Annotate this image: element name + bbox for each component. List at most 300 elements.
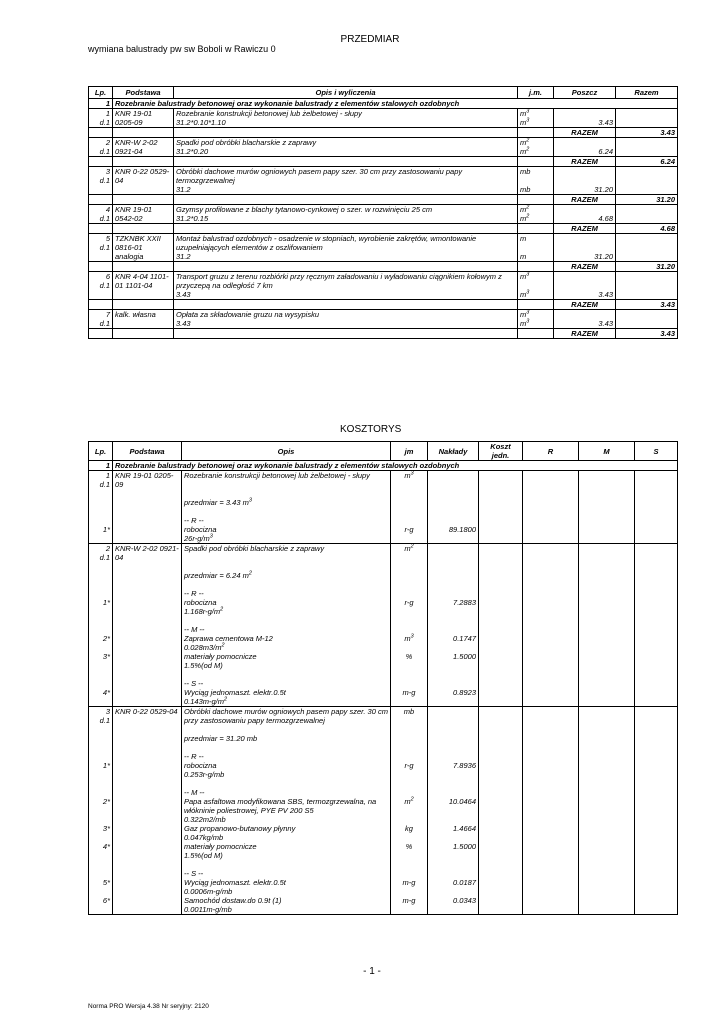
item-dept: d.1 xyxy=(99,480,110,489)
item-number: 1 xyxy=(105,109,110,118)
cell-empty xyxy=(391,725,428,743)
cell-empty xyxy=(479,544,523,563)
cell-empty xyxy=(479,471,523,490)
cell-empty xyxy=(635,616,678,634)
item-quantity xyxy=(182,725,391,743)
resource-lp: 1* xyxy=(89,525,113,543)
cell-empty xyxy=(113,824,182,842)
cell-empty xyxy=(635,743,678,761)
total-empty xyxy=(89,224,113,234)
item-description: Montaż balustrad ozdobnych - osadzenie w stopniach, wyrobienie zakrętów, wmontowanie uzupełniających elementów z oszlifowaniem xyxy=(174,234,518,253)
total-empty xyxy=(89,128,113,138)
quantity-text: przedmiar = 3.43 $m^3$ xyxy=(184,497,252,507)
total-label: RAZEM xyxy=(554,329,616,339)
cell-empty xyxy=(523,842,579,860)
total-empty xyxy=(89,329,113,339)
kosztorys-table xyxy=(88,441,678,915)
cell-empty xyxy=(479,743,523,761)
total-label: RAZEM xyxy=(554,224,616,234)
przedmiar-item xyxy=(89,109,678,119)
cell-empty xyxy=(523,914,579,915)
cell-empty xyxy=(579,725,635,743)
item-number: 2 xyxy=(105,544,110,553)
cell-empty xyxy=(635,489,678,507)
resource-lp: 4* xyxy=(89,688,113,706)
total-empty xyxy=(518,128,554,138)
cell-empty xyxy=(113,489,182,507)
cell-empty xyxy=(523,489,579,507)
resource-name xyxy=(182,824,391,842)
cell-empty xyxy=(479,860,523,878)
cell-empty xyxy=(635,860,678,878)
cell-empty xyxy=(89,616,113,634)
item-calc-unit: mb xyxy=(518,185,554,195)
group-label-text: -- M -- xyxy=(184,625,205,634)
item-description: Rozebranie konstrukcji betonowej lub żelbetowej - słupy xyxy=(174,109,518,119)
cell-empty xyxy=(523,670,579,688)
resource-unit: r-g xyxy=(391,598,428,616)
cell-empty xyxy=(579,562,635,580)
resource-name xyxy=(182,598,391,616)
item-lp xyxy=(89,234,113,262)
item-empty xyxy=(616,147,678,157)
cell-empty xyxy=(523,616,579,634)
item-description: Opłata za składowanie gruzu na wysypisku xyxy=(174,310,518,320)
total-empty xyxy=(113,262,174,272)
cell-empty xyxy=(113,842,182,860)
cell-empty xyxy=(391,743,428,761)
item-description: Gzymsy profilowane z blachy tytanowo-cynkowej o szer. w rozwinięciu 25 cm xyxy=(174,205,518,215)
cell-empty xyxy=(635,634,678,652)
group-label xyxy=(182,507,391,525)
cell-empty xyxy=(479,598,523,616)
cell-empty xyxy=(391,507,428,525)
item-empty xyxy=(616,290,678,300)
resource-lp: 4* xyxy=(89,842,113,860)
item-dept: d.1 xyxy=(99,147,110,156)
cell-empty xyxy=(523,580,579,598)
item-partial: 3.43 xyxy=(554,118,616,128)
cell-empty xyxy=(89,562,113,580)
total-value: 3.43 xyxy=(616,329,678,339)
total-empty xyxy=(89,300,113,310)
total-empty xyxy=(174,195,518,205)
cell-empty xyxy=(391,779,428,797)
item-lp xyxy=(89,707,113,726)
total-empty xyxy=(174,128,518,138)
item-calculation: 31.2*0.20 xyxy=(174,147,518,157)
cell-empty xyxy=(428,860,479,878)
item-description: Obróbki dachowe murów ogniowych pasem papy szer. 30 cm przy zastosowaniu papy termozgrzewalnej xyxy=(182,707,391,726)
cell-empty xyxy=(428,616,479,634)
cell-empty xyxy=(635,544,678,563)
resource-unit: m-g xyxy=(391,896,428,914)
cell-empty xyxy=(579,842,635,860)
resource-unit: r-g xyxy=(391,761,428,779)
total-empty xyxy=(113,329,174,339)
resource-name xyxy=(182,525,391,543)
cell-empty xyxy=(635,761,678,779)
cell-empty xyxy=(579,743,635,761)
cell-empty xyxy=(113,914,182,915)
total-value: 31.20 xyxy=(616,195,678,205)
resource-naklady: 0.1747 xyxy=(428,634,479,652)
item-dept: d.1 xyxy=(99,553,110,562)
cell-empty xyxy=(579,634,635,652)
cell-empty xyxy=(89,914,113,915)
total-empty xyxy=(174,262,518,272)
item-dept: d.1 xyxy=(99,243,110,252)
przedmiar-col-header: Poszcz xyxy=(554,87,616,99)
cell-empty xyxy=(113,562,182,580)
resource-name-text: Papa asfaltowa modyfikowana SBS, termozgrzewalna, na włókninie poliestrowej, PYE PV 200 S5 xyxy=(184,797,377,815)
cell-empty xyxy=(479,725,523,743)
cell-empty xyxy=(579,670,635,688)
item-number: 4 xyxy=(105,205,110,214)
cell-empty xyxy=(479,652,523,670)
cell-empty xyxy=(428,707,479,726)
cell-empty xyxy=(113,670,182,688)
item-empty xyxy=(616,167,678,186)
cell-empty xyxy=(635,896,678,914)
przedmiar-col-header: Podstawa xyxy=(113,87,174,99)
cell-empty xyxy=(113,652,182,670)
item-calculation: 31.2*0.15 xyxy=(174,214,518,224)
cell-empty xyxy=(523,562,579,580)
cell-empty xyxy=(579,580,635,598)
group-label-text: -- R -- xyxy=(184,752,204,761)
cell-empty xyxy=(523,598,579,616)
resource-naklady: 7.8936 xyxy=(428,761,479,779)
item-partial: 31.20 xyxy=(554,185,616,195)
total-value: 4.68 xyxy=(616,224,678,234)
total-value: 3.43 xyxy=(616,128,678,138)
total-empty xyxy=(518,195,554,205)
cell-empty xyxy=(89,860,113,878)
item-unit: mb xyxy=(391,707,428,726)
total-label: RAZEM xyxy=(554,195,616,205)
total-empty xyxy=(174,300,518,310)
item-empty xyxy=(616,185,678,195)
item-empty xyxy=(616,272,678,291)
cell-empty xyxy=(523,824,579,842)
cell-empty xyxy=(89,507,113,525)
cell-empty xyxy=(113,525,182,543)
item-lp xyxy=(89,272,113,300)
resource-name-text: materiały pomocnicze xyxy=(184,652,257,661)
item-number: 2 xyxy=(105,138,110,147)
total-empty xyxy=(518,224,554,234)
resource-name-text: Gaz propanowo-butanowy płynny xyxy=(184,824,296,833)
item-dept: d.1 xyxy=(99,281,110,290)
resource-naklady: 10.0464 xyxy=(428,797,479,824)
item-basis: KNR 19-01 0205-09 xyxy=(113,471,182,490)
cell-empty xyxy=(479,616,523,634)
total-label: RAZEM xyxy=(554,128,616,138)
resource-unit: $m^2$ xyxy=(391,797,428,824)
cell-empty xyxy=(579,598,635,616)
cell-empty xyxy=(479,507,523,525)
resource-norm: 0.253r-g/mb xyxy=(184,770,225,779)
kosztorys-title: KOSZTORYS xyxy=(340,424,402,435)
item-number: 3 xyxy=(105,707,110,716)
item-empty xyxy=(616,319,678,329)
item-partial: 4.68 xyxy=(554,214,616,224)
item-unit: mb xyxy=(518,167,554,186)
resource-naklady: 1.5000 xyxy=(428,842,479,860)
resource-name xyxy=(182,652,391,670)
cell-empty xyxy=(579,761,635,779)
cell-empty xyxy=(113,761,182,779)
cell-empty xyxy=(428,743,479,761)
resource-name xyxy=(182,797,391,824)
project-subtitle: wymiana balustrady pw sw Boboli w Rawiczu 0 xyxy=(88,44,276,54)
total-value: 6.24 xyxy=(616,157,678,167)
cell-empty xyxy=(523,471,579,490)
item-calculation: 3.43 xyxy=(174,319,518,329)
resource-naklady: 89.1800 xyxy=(428,525,479,543)
quantity-text: przedmiar = 31.20 mb xyxy=(184,734,258,743)
item-basis: KNR 0-22 0529-04 xyxy=(113,167,174,195)
cell-empty xyxy=(479,525,523,543)
kosztorys-col-header: Lp. xyxy=(89,442,113,461)
cell-empty xyxy=(523,688,579,706)
cell-empty xyxy=(479,797,523,824)
cell-empty xyxy=(579,544,635,563)
item-unit: $m^2$ xyxy=(391,544,428,563)
przedmiar-item xyxy=(89,138,678,148)
item-empty xyxy=(554,138,616,148)
cell-empty xyxy=(579,878,635,896)
item-empty xyxy=(616,214,678,224)
cell-empty xyxy=(523,860,579,878)
group-label-text: -- R -- xyxy=(184,516,204,525)
cell-empty xyxy=(635,725,678,743)
item-lp xyxy=(89,310,113,329)
item-calc-unit: $m^2$ xyxy=(518,214,554,224)
resource-norm: 0.047kg/mb xyxy=(184,833,224,842)
resource-norm: 0.0011m-g/mb xyxy=(184,905,232,914)
cell-empty xyxy=(579,779,635,797)
cell-empty xyxy=(113,860,182,878)
cell-empty xyxy=(479,580,523,598)
item-empty xyxy=(616,205,678,215)
item-calc-unit: m xyxy=(518,252,554,262)
group-label xyxy=(182,743,391,761)
resource-name xyxy=(182,842,391,860)
resource-norm: $26r-g/m^3$ xyxy=(184,533,213,543)
resource-naklady: 0.8923 xyxy=(428,688,479,706)
resource-name-text: Zaprawa cementowa M-12 xyxy=(184,634,273,643)
resource-name-text: materiały pomocnicze xyxy=(184,842,257,851)
item-description: Spadki pod obróbki blacharskie z zaprawy xyxy=(182,544,391,563)
item-lp xyxy=(89,167,113,195)
cell-empty xyxy=(635,797,678,824)
cell-empty xyxy=(579,824,635,842)
section-title: Rozebranie balustrady betonowej oraz wykonanie balustrady z elementów stalowych ozdobnych xyxy=(113,99,678,109)
cell-empty xyxy=(635,580,678,598)
total-empty xyxy=(518,157,554,167)
group-label xyxy=(182,580,391,598)
cell-empty xyxy=(523,761,579,779)
item-calc-unit: $m^3$ xyxy=(518,118,554,128)
cell-empty xyxy=(579,896,635,914)
item-unit: $m^2$ xyxy=(518,138,554,148)
cell-empty xyxy=(113,580,182,598)
item-empty xyxy=(616,310,678,320)
resource-naklady: 1.5000 xyxy=(428,652,479,670)
przedmiar-item xyxy=(89,234,678,253)
total-empty xyxy=(174,224,518,234)
cell-empty xyxy=(391,562,428,580)
item-number: 5 xyxy=(105,234,110,243)
cell-empty xyxy=(479,761,523,779)
resource-lp: 2* xyxy=(89,797,113,824)
cell-empty xyxy=(479,779,523,797)
cell-empty xyxy=(523,707,579,726)
resource-unit: % xyxy=(391,652,428,670)
total-empty xyxy=(174,157,518,167)
total-label: RAZEM xyxy=(554,157,616,167)
item-number: 3 xyxy=(105,167,110,176)
total-label: RAZEM xyxy=(554,300,616,310)
item-unit: $m^3$ xyxy=(518,310,554,320)
cell-empty xyxy=(428,779,479,797)
przedmiar-item xyxy=(89,310,678,320)
item-lp xyxy=(89,544,113,563)
przedmiar-col-header: Opis i wyliczenia xyxy=(174,87,518,99)
cell-empty xyxy=(113,896,182,914)
resource-unit: r-g xyxy=(391,525,428,543)
cell-empty xyxy=(635,525,678,543)
cell-empty xyxy=(479,824,523,842)
item-basis: TZKNBK XXII 0816-01 analogia xyxy=(113,234,174,262)
przedmiar-table xyxy=(88,86,678,339)
cell-empty xyxy=(89,725,113,743)
resource-lp: 5* xyxy=(89,878,113,896)
cell-empty xyxy=(113,725,182,743)
item-empty xyxy=(554,310,616,320)
kosztorys-col-header: jm xyxy=(391,442,428,461)
item-lp xyxy=(89,471,113,490)
item-dept: d.1 xyxy=(99,319,110,328)
item-calculation: 3.43 xyxy=(174,290,518,300)
resource-lp: 1* xyxy=(89,761,113,779)
resource-name-text: robocizna xyxy=(184,761,217,770)
item-quantity xyxy=(182,562,391,580)
cell-empty xyxy=(391,914,428,915)
resource-name-text: Wyciąg jednomaszt. elektr.0.5t xyxy=(184,878,286,887)
kosztorys-col-header: Podstawa xyxy=(113,442,182,461)
cell-empty xyxy=(579,860,635,878)
total-empty xyxy=(113,157,174,167)
cell-empty xyxy=(428,507,479,525)
group-label-text: -- R -- xyxy=(184,589,204,598)
section-lp: 1 xyxy=(89,99,113,109)
total-empty xyxy=(113,128,174,138)
przedmiar-item xyxy=(89,272,678,291)
item-calc-unit: $m^3$ xyxy=(518,319,554,329)
resource-unit: m-g xyxy=(391,878,428,896)
group-label xyxy=(182,616,391,634)
item-description: Transport gruzu z terenu rozbiórki przy ręcznym załadowaniu i wyładowaniu ciągnikiem kołowym z przyczepą na odległość 7 km xyxy=(174,272,518,291)
cell-empty xyxy=(523,525,579,543)
cell-empty xyxy=(391,616,428,634)
resource-naklady: 1.4664 xyxy=(428,824,479,842)
cell-empty xyxy=(428,670,479,688)
resource-name xyxy=(182,878,391,896)
item-partial: 3.43 xyxy=(554,290,616,300)
item-description: Obróbki dachowe murów ogniowych pasem papy szer. 30 cm przy zastosowaniu papy termozgrzewalnej xyxy=(174,167,518,186)
cell-empty xyxy=(428,562,479,580)
cell-empty xyxy=(635,707,678,726)
item-lp xyxy=(89,109,113,128)
resource-norm: 0.0006m-g/mb xyxy=(184,887,233,896)
cell-empty xyxy=(635,652,678,670)
przedmiar-item xyxy=(89,205,678,215)
resource-name xyxy=(182,761,391,779)
resource-naklady: 0.0343 xyxy=(428,896,479,914)
cell-empty xyxy=(428,544,479,563)
resource-norm: 0.322m2/mb xyxy=(184,815,226,824)
total-empty xyxy=(518,300,554,310)
item-calculation: 31.2*0.10*1.10 xyxy=(174,118,518,128)
resource-lp: 3* xyxy=(89,652,113,670)
item-basis: KNR 19-01 0205-09 xyxy=(113,109,174,128)
item-partial: 31.20 xyxy=(554,252,616,262)
item-empty xyxy=(616,234,678,253)
total-empty xyxy=(518,262,554,272)
resource-norm: 1.5%(od M) xyxy=(184,661,223,670)
resource-lp: 3* xyxy=(89,824,113,842)
cell-empty xyxy=(391,489,428,507)
cell-empty xyxy=(523,634,579,652)
footer-software: Norma PRO Wersja 4.38 Nr seryjny: 2120 xyxy=(88,1003,209,1010)
resource-name-text: Samochód dostaw.do 0.9t (1) xyxy=(184,896,282,905)
cell-empty xyxy=(89,779,113,797)
cell-empty xyxy=(113,616,182,634)
total-empty xyxy=(89,195,113,205)
item-dept: d.1 xyxy=(99,176,110,185)
cell-empty xyxy=(479,842,523,860)
cell-empty xyxy=(523,725,579,743)
cell-empty xyxy=(113,507,182,525)
cell-empty xyxy=(523,779,579,797)
cell-empty xyxy=(391,580,428,598)
kosztorys-col-header: R xyxy=(523,442,579,461)
resource-name-text: robocizna xyxy=(184,525,217,534)
cell-empty xyxy=(635,471,678,490)
cell-empty xyxy=(391,670,428,688)
cell-empty xyxy=(479,670,523,688)
cell-empty xyxy=(579,652,635,670)
cell-empty xyxy=(523,896,579,914)
cell-empty xyxy=(428,489,479,507)
total-empty xyxy=(174,329,518,339)
item-calc-unit: $m^2$ xyxy=(518,147,554,157)
resource-norm: $0.028m3/m^2$ xyxy=(184,642,225,652)
resource-name-text: robocizna xyxy=(184,598,217,607)
cell-empty xyxy=(113,797,182,824)
group-label xyxy=(182,670,391,688)
group-label xyxy=(182,860,391,878)
item-dept: d.1 xyxy=(99,214,110,223)
resource-norm: $0.143m-g/m^2$ xyxy=(184,696,228,706)
cell-empty xyxy=(182,914,391,915)
cell-empty xyxy=(579,707,635,726)
cell-empty xyxy=(635,779,678,797)
resource-unit: $m^3$ xyxy=(391,634,428,652)
